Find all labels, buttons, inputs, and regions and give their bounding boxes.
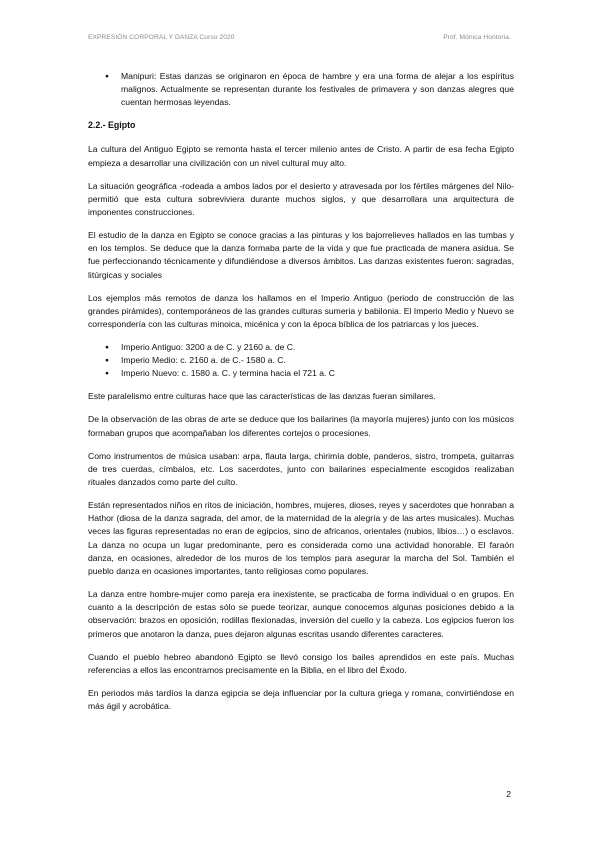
paragraph: La cultura del Antiguo Egipto se remonta hasta el tercer milenio antes de Cristo. A partir de esa fecha Egipto empieza a desarrollar una civilización con un nivel cultural muy alto. <box>88 144 514 168</box>
list-item: ● Imperio Medio: c. 2160 a. de C.- 1580 a. C. <box>88 354 514 367</box>
paragraph: La danza entre hombre-mujer como pareja era inexistente, se practicaba de forma individual o en grupos. En cuanto a la descripción de estas sólo se puede teorizar, aunque conocemos algunas posiciones debido a la observación: brazos en oposición, rodillas flexionadas, inversión del cuello y la cabeza. Los egipcios fueron los primeros que anotaron la danza, pues dejaron algunas escritas usando diferentes caracteres. <box>88 589 514 639</box>
intro-bullet-list <box>88 70 514 110</box>
paragraph: De la observación de las obras de arte se deduce que los bailarines (la mayoría mujeres) junto con los músicos formaban grupos que acompañaban los diferentes cortejos o procesiones. <box>88 414 514 438</box>
page-number: 2 <box>506 789 511 799</box>
header-course-title: EXPRESIÓN CORPORAL Y DANZA Curso 2020 <box>88 34 235 41</box>
paragraph: Como instrumentos de música usaban: arpa, flauta larga, chirimía doble, panderos, sistro, trompeta, guitarras de tres cuerdas, címbalos, etc. Los sacerdotes, junto con bailarines especialmente escogidos realizaban rituales danzados como parte del culto. <box>88 450 514 488</box>
page-header <box>88 34 511 48</box>
paragraph: Este paralelismo entre culturas hace que las características de las danzas fueran similares. <box>88 391 436 402</box>
empire-periods-list <box>88 341 514 381</box>
document-body <box>88 70 514 723</box>
paragraph: En periodos más tardíos la danza egipcia se deja influenciar por la cultura griega y romana, convirtiéndose en más ágil y acrobática. <box>88 687 514 712</box>
paragraph: Están representados niños en ritos de iniciación, hombres, mujeres, dioses, reyes y sacerdotes que honraban a Hathor (diosa de la danza sagrada, del amor, de la maternidad de la alegría y de las artes musicales). Muchas veces las figuras representadas no eran de egipcios, sino de africanos, orientales (nubios, libios…) o esclavos. La danza no ocupa un lugar predominante, pero es considerada como una actividad honorable. El faraón danza, en ocasiones, alrededor de los muros de los templos para asegurar la marcha del Sol. También el pueblo danza en ocasiones importantes, tanto religiosas como populares. <box>88 500 514 577</box>
list-item: ● Imperio Nuevo: c. 1580 a. C. y termina hacia el 721 a. C <box>88 367 514 380</box>
paragraph: El estudio de la danza en Egipto se conoce gracias a las pinturas y los bajorrelieves hallados en las tumbas y en los templos. Se deduce que la danza formaba parte de la vida y que fue practicada de manera asidua. Se fue perfeccionando técnicamente y difundiéndose a diversos ámbitos. Las danzas existentes fueron: sagradas, litúrgicas y sociales <box>88 230 514 280</box>
paragraph: La situación geográfica -rodeada a ambos lados por el desierto y atravesada por los fértiles márgenes del Nilo- permitió que esta cultura sobreviviera durante muchos siglos, y que desarrollara una arquitectura de imponentes construcciones. <box>88 180 514 218</box>
list-item: ● Manipuri: Estas danzas se originaron en época de hambre y era una forma de alejar a los espíritus malignos. Actualmente se representan durante los festivales de primavera y son danzas alegres que cuentan hermosas leyendas. <box>88 70 514 110</box>
header-teacher-name: Prof. Mónica Hontoria. <box>443 34 511 41</box>
paragraph: Los ejemplos más remotos de danza los hallamos en el Imperio Antiguo (periodo de construcción de las grandes pirámides), contemporáneos de las grandes culturas sumeria y babilonia. El Imperio Medio y Nuevo se correspondería con las culturas minoica, micénica y con la época bíblica de los patriarcas y los jueces. <box>88 292 514 330</box>
section-heading: 2.2.- Egipto <box>88 120 136 131</box>
paragraph: Cuando el pueblo hebreo abandonó Egipto se llevó consigo los bailes aprendidos en este país. Muchas referencias a ellos las encontramos precisamente en la Biblia, en el libro del Éxodo. <box>88 651 514 675</box>
list-item: ● Imperio Antiguo: 3200 a de C. y 2160 a. de C. <box>88 341 514 354</box>
